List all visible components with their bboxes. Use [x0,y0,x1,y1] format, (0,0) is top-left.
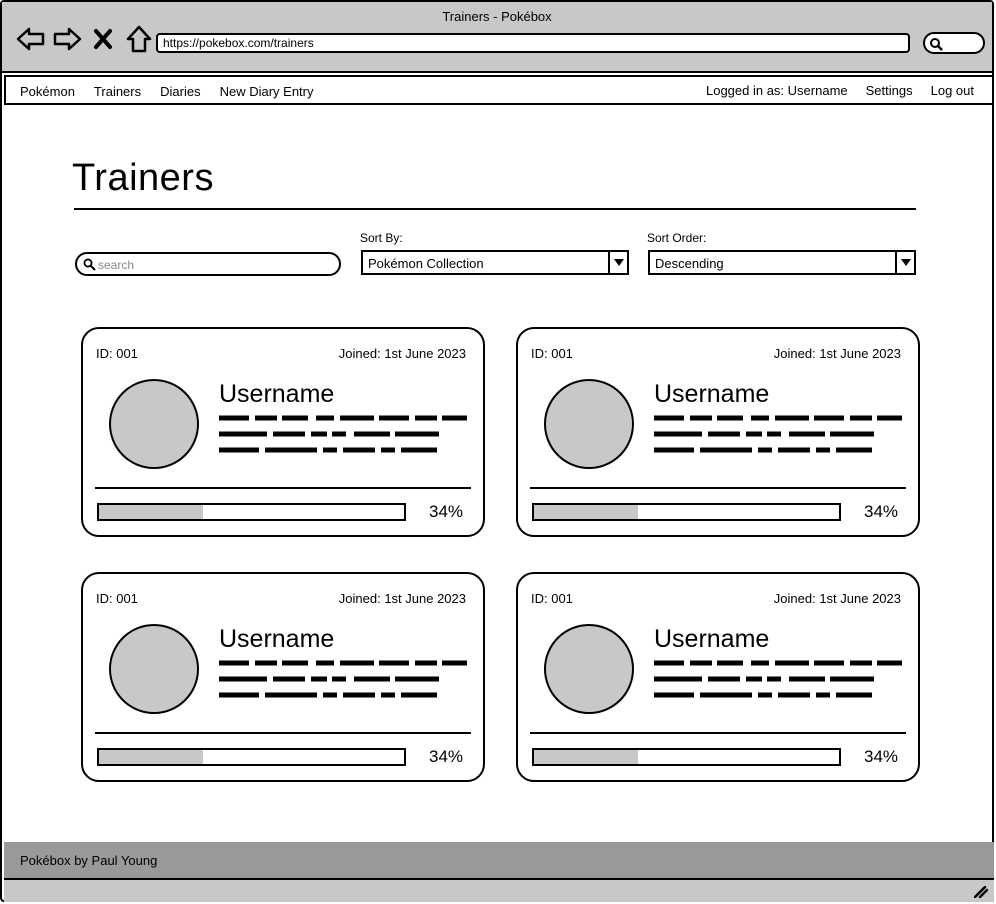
trainer-card[interactable] [81,327,485,537]
progress-fill [99,750,203,764]
sort-by-value: Pokémon Collection [368,256,484,271]
sort-order-label: Sort Order: [647,231,707,245]
progress-percent: 34% [429,502,464,521]
page-footer [4,842,994,878]
trainer-card[interactable] [516,327,920,537]
search-icon [929,37,943,51]
trainer-card[interactable] [516,572,920,782]
card-divider [530,732,906,734]
trainer-joined-date: Joined: 1st June 2023 [338,591,466,606]
trainer-username: Username [654,625,770,653]
address-bar[interactable]: https://pokebox.com/trainers [156,33,910,53]
browser-status-bar [4,878,994,902]
trainer-joined-date: Joined: 1st June 2023 [338,346,466,361]
nav-item-pokemon[interactable]: Pokémon [20,84,75,99]
top-navigation [4,75,994,105]
progress-percent: 34% [864,502,899,521]
trainer-joined-date: Joined: 1st June 2023 [773,346,901,361]
trainer-card[interactable] [81,572,485,782]
progress-percent: 34% [429,747,464,766]
logout-link[interactable]: Log out [930,83,974,98]
chevron-down-icon[interactable] [608,252,627,273]
browser-search-field[interactable] [923,32,985,54]
trainer-search-input[interactable] [75,252,341,276]
nav-item-diaries[interactable]: Diaries [160,84,201,99]
placeholder-text-scribble [219,413,469,455]
home-icon[interactable] [124,24,154,54]
search-icon [83,258,96,271]
footer-text: Pokébox by Paul Young [20,853,158,868]
placeholder-text-scribble [654,658,904,700]
nav-item-trainers[interactable]: Trainers [93,84,142,99]
collection-progress-bar [97,503,406,521]
sort-order-value: Descending [655,256,724,271]
trainer-id: ID: 001 [96,346,138,361]
forward-arrow-icon[interactable] [52,24,82,54]
back-arrow-icon[interactable] [16,24,46,54]
sort-order-select[interactable] [648,250,916,275]
chevron-down-icon[interactable] [895,252,914,273]
close-icon[interactable] [88,24,118,54]
search-placeholder: search [98,258,135,272]
progress-fill [534,750,638,764]
card-divider [530,487,906,489]
avatar [544,379,634,469]
placeholder-text-scribble [654,413,904,455]
title-divider [74,208,916,210]
collection-progress-bar [97,748,406,766]
trainer-username: Username [219,380,335,408]
collection-progress-bar [532,503,841,521]
avatar [544,624,634,714]
nav-item-new-diary-entry[interactable]: New Diary Entry [219,84,314,99]
trainer-id: ID: 001 [531,591,573,606]
progress-fill [534,505,638,519]
nav-item-settings[interactable]: Settings [865,83,913,98]
progress-percent: 34% [864,747,899,766]
progress-fill [99,505,203,519]
card-divider [95,732,471,734]
placeholder-text-scribble [219,658,469,700]
trainer-joined-date: Joined: 1st June 2023 [773,591,901,606]
trainer-username: Username [654,380,770,408]
sort-by-label: Sort By: [360,231,403,245]
avatar [109,624,199,714]
card-divider [95,487,471,489]
collection-progress-bar [532,748,841,766]
window-title: Trainers - Pokébox [442,9,552,24]
sort-by-select[interactable] [361,250,629,275]
trainer-username: Username [219,625,335,653]
trainer-id: ID: 001 [531,346,573,361]
page-title: Trainers [72,157,214,199]
avatar [109,379,199,469]
resize-grip-icon[interactable] [974,886,988,898]
trainer-id: ID: 001 [96,591,138,606]
logged-in-user[interactable]: Logged in as: Username [705,83,848,98]
browser-chrome [2,2,992,73]
